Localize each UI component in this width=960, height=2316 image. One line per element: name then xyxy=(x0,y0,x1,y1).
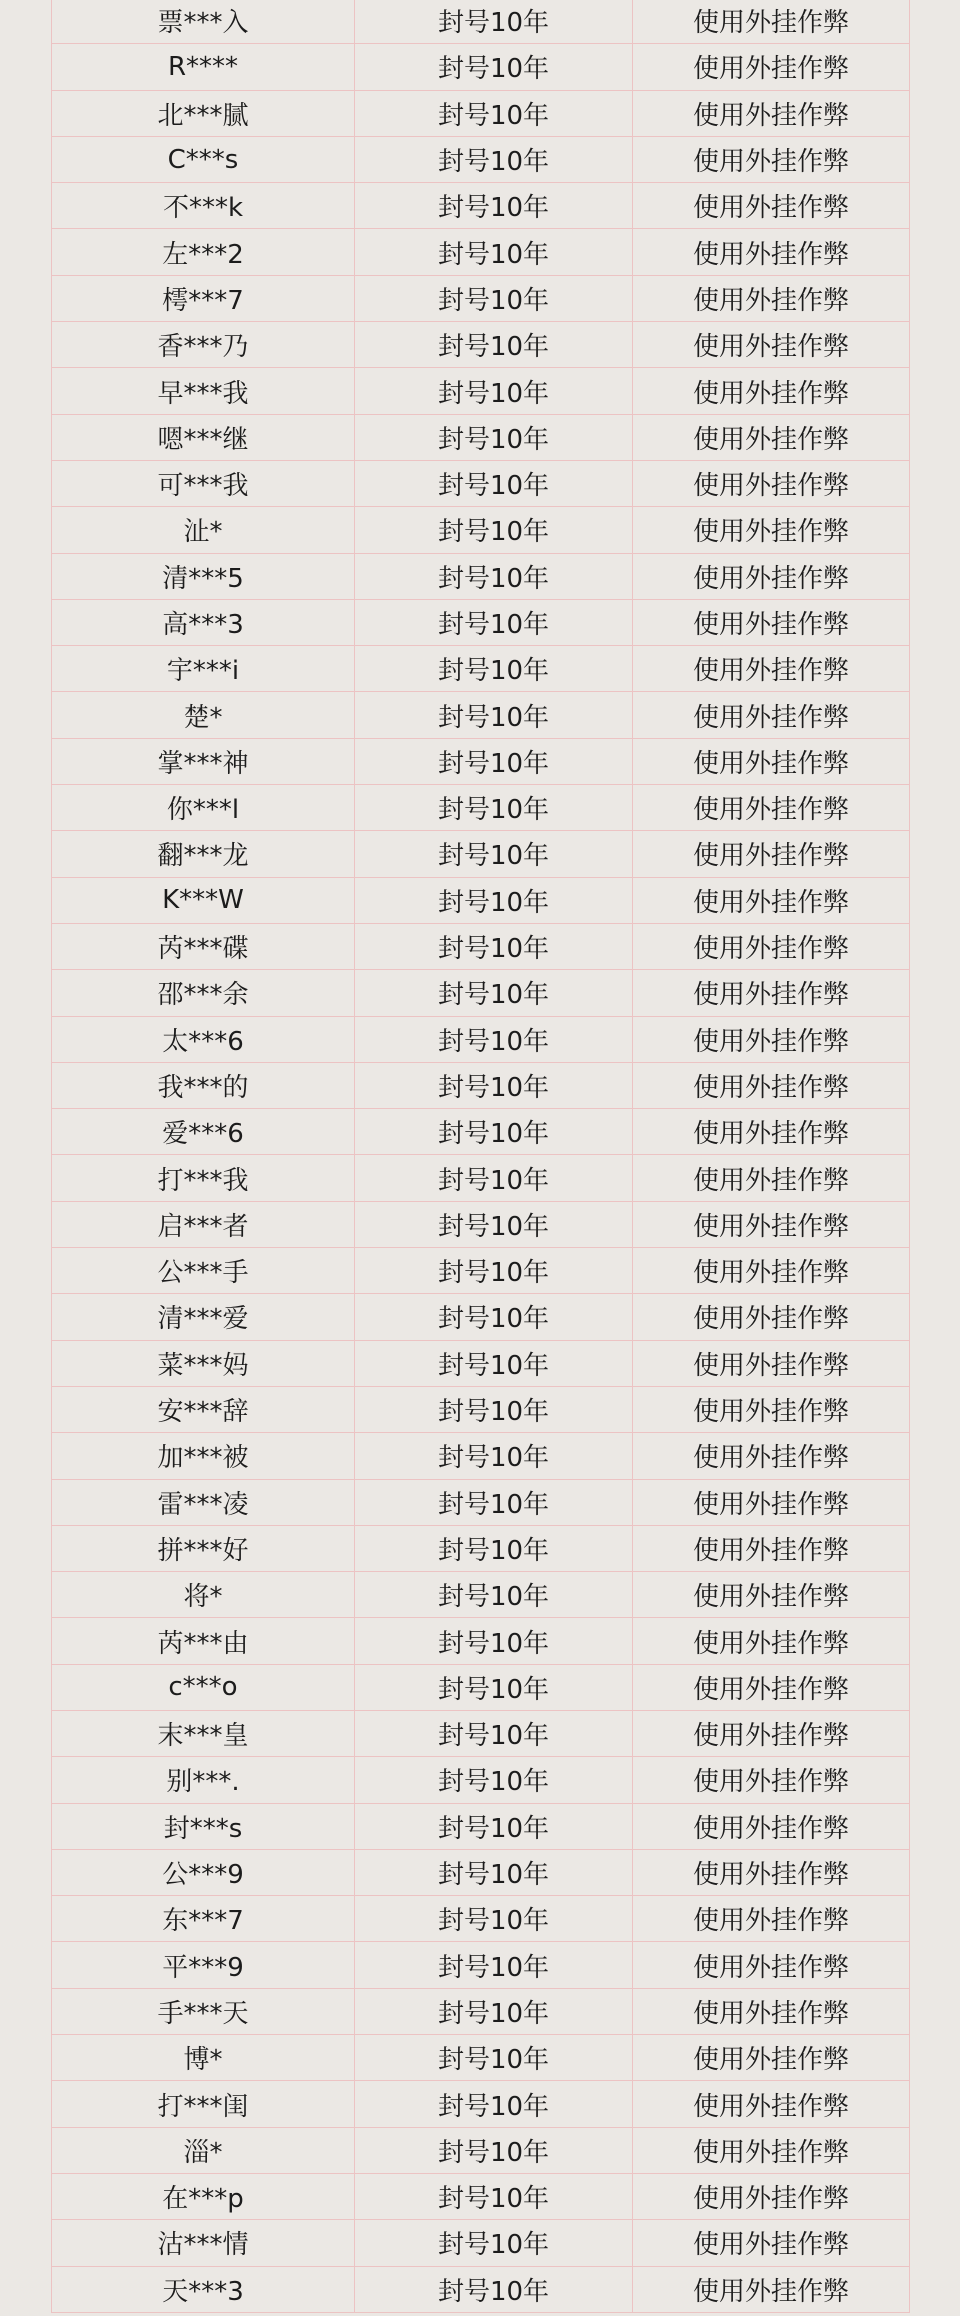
table-row xyxy=(52,2035,910,2081)
penalty-cell: 封号10年 xyxy=(355,1896,633,1942)
player-name-cell: 票***入 xyxy=(52,0,355,44)
penalty-cell: 封号10年 xyxy=(355,2173,633,2219)
table-row xyxy=(52,1803,910,1849)
penalty-cell: 封号10年 xyxy=(355,1988,633,2034)
player-name-cell: 不***k xyxy=(52,183,355,229)
penalty-cell: 封号10年 xyxy=(355,1248,633,1294)
player-name-cell: 清***5 xyxy=(52,553,355,599)
reason-cell: 使用外挂作弊 xyxy=(633,877,910,923)
table-row xyxy=(52,1201,910,1247)
reason-cell: 使用外挂作弊 xyxy=(633,1942,910,1988)
player-name-cell: 博* xyxy=(52,2035,355,2081)
table-row xyxy=(52,90,910,136)
table-row xyxy=(52,1340,910,1386)
table-row xyxy=(52,646,910,692)
player-name-cell: 末***皇 xyxy=(52,1710,355,1756)
player-name-cell: 宇***i xyxy=(52,646,355,692)
player-name-cell: 公***9 xyxy=(52,1849,355,1895)
table-row xyxy=(52,1710,910,1756)
table-row xyxy=(52,877,910,923)
table-row xyxy=(52,1988,910,2034)
reason-cell: 使用外挂作弊 xyxy=(633,229,910,275)
reason-cell: 使用外挂作弊 xyxy=(633,692,910,738)
reason-cell: 使用外挂作弊 xyxy=(633,2220,910,2266)
penalty-cell: 封号10年 xyxy=(355,2266,633,2312)
table-row xyxy=(52,2266,910,2312)
player-name-cell: 左***2 xyxy=(52,229,355,275)
table-row xyxy=(52,1618,910,1664)
reason-cell: 使用外挂作弊 xyxy=(633,0,910,44)
reason-cell: 使用外挂作弊 xyxy=(633,460,910,506)
reason-cell: 使用外挂作弊 xyxy=(633,1155,910,1201)
reason-cell: 使用外挂作弊 xyxy=(633,2266,910,2312)
penalty-cell: 封号10年 xyxy=(355,2220,633,2266)
player-name-cell: 高***3 xyxy=(52,599,355,645)
reason-cell: 使用外挂作弊 xyxy=(633,1433,910,1479)
player-name-cell: c***o xyxy=(52,1664,355,1710)
reason-cell: 使用外挂作弊 xyxy=(633,1664,910,1710)
reason-cell: 使用外挂作弊 xyxy=(633,2173,910,2219)
table-row xyxy=(52,275,910,321)
penalty-cell: 封号10年 xyxy=(355,1386,633,1432)
reason-cell: 使用外挂作弊 xyxy=(633,44,910,90)
penalty-cell: 封号10年 xyxy=(355,1710,633,1756)
penalty-cell: 封号10年 xyxy=(355,275,633,321)
table-row xyxy=(52,1525,910,1571)
penalty-cell: 封号10年 xyxy=(355,322,633,368)
player-name-cell: 北***腻 xyxy=(52,90,355,136)
table-row xyxy=(52,553,910,599)
table-row xyxy=(52,322,910,368)
penalty-cell: 封号10年 xyxy=(355,507,633,553)
table-row xyxy=(52,229,910,275)
reason-cell: 使用外挂作弊 xyxy=(633,1248,910,1294)
player-name-cell: 打***我 xyxy=(52,1155,355,1201)
reason-cell: 使用外挂作弊 xyxy=(633,599,910,645)
penalty-cell: 封号10年 xyxy=(355,553,633,599)
penalty-cell: 封号10年 xyxy=(355,1155,633,1201)
table-row xyxy=(52,1479,910,1525)
penalty-cell: 封号10年 xyxy=(355,1618,633,1664)
ban-list-body xyxy=(52,0,910,2312)
penalty-cell: 封号10年 xyxy=(355,923,633,969)
player-name-cell: 清***爱 xyxy=(52,1294,355,1340)
table-row xyxy=(52,2173,910,2219)
reason-cell: 使用外挂作弊 xyxy=(633,1386,910,1432)
reason-cell: 使用外挂作弊 xyxy=(633,1803,910,1849)
player-name-cell: 平***9 xyxy=(52,1942,355,1988)
player-name-cell: 沚* xyxy=(52,507,355,553)
reason-cell: 使用外挂作弊 xyxy=(633,1201,910,1247)
table-row xyxy=(52,1942,910,1988)
table-row xyxy=(52,970,910,1016)
reason-cell: 使用外挂作弊 xyxy=(633,90,910,136)
player-name-cell: 沽***情 xyxy=(52,2220,355,2266)
table-row xyxy=(52,136,910,182)
reason-cell: 使用外挂作弊 xyxy=(633,414,910,460)
penalty-cell: 封号10年 xyxy=(355,692,633,738)
reason-cell: 使用外挂作弊 xyxy=(633,1109,910,1155)
table-row xyxy=(52,368,910,414)
table-row xyxy=(52,460,910,506)
table-row xyxy=(52,1572,910,1618)
player-name-cell: 芮***碟 xyxy=(52,923,355,969)
table-row xyxy=(52,1386,910,1432)
player-name-cell: 加***被 xyxy=(52,1433,355,1479)
table-row xyxy=(52,183,910,229)
penalty-cell: 封号10年 xyxy=(355,136,633,182)
player-name-cell: 你***l xyxy=(52,785,355,831)
table-row xyxy=(52,1062,910,1108)
penalty-cell: 封号10年 xyxy=(355,44,633,90)
reason-cell: 使用外挂作弊 xyxy=(633,923,910,969)
reason-cell: 使用外挂作弊 xyxy=(633,368,910,414)
penalty-cell: 封号10年 xyxy=(355,460,633,506)
reason-cell: 使用外挂作弊 xyxy=(633,970,910,1016)
player-name-cell: 将* xyxy=(52,1572,355,1618)
table-row xyxy=(52,1294,910,1340)
reason-cell: 使用外挂作弊 xyxy=(633,2127,910,2173)
reason-cell: 使用外挂作弊 xyxy=(633,1525,910,1571)
table-row xyxy=(52,1016,910,1062)
table-row xyxy=(52,2081,910,2127)
player-name-cell: 邵***余 xyxy=(52,970,355,1016)
table-row xyxy=(52,1155,910,1201)
player-name-cell: 芮***由 xyxy=(52,1618,355,1664)
player-name-cell: 安***辞 xyxy=(52,1386,355,1432)
player-name-cell: R**** xyxy=(52,44,355,90)
table-row xyxy=(52,785,910,831)
table-row xyxy=(52,507,910,553)
penalty-cell: 封号10年 xyxy=(355,229,633,275)
penalty-cell: 封号10年 xyxy=(355,646,633,692)
player-name-cell: 樗***7 xyxy=(52,275,355,321)
player-name-cell: 早***我 xyxy=(52,368,355,414)
reason-cell: 使用外挂作弊 xyxy=(633,2035,910,2081)
penalty-cell: 封号10年 xyxy=(355,1201,633,1247)
penalty-cell: 封号10年 xyxy=(355,1433,633,1479)
reason-cell: 使用外挂作弊 xyxy=(633,1849,910,1895)
player-name-cell: 拼***好 xyxy=(52,1525,355,1571)
penalty-cell: 封号10年 xyxy=(355,877,633,923)
penalty-cell: 封号10年 xyxy=(355,414,633,460)
reason-cell: 使用外挂作弊 xyxy=(633,1757,910,1803)
penalty-cell: 封号10年 xyxy=(355,2081,633,2127)
penalty-cell: 封号10年 xyxy=(355,1942,633,1988)
table-row xyxy=(52,44,910,90)
penalty-cell: 封号10年 xyxy=(355,1849,633,1895)
player-name-cell: 东***7 xyxy=(52,1896,355,1942)
reason-cell: 使用外挂作弊 xyxy=(633,1016,910,1062)
reason-cell: 使用外挂作弊 xyxy=(633,2081,910,2127)
reason-cell: 使用外挂作弊 xyxy=(633,738,910,784)
player-name-cell: 封***s xyxy=(52,1803,355,1849)
ban-list-table xyxy=(51,0,910,2313)
penalty-cell: 封号10年 xyxy=(355,1803,633,1849)
player-name-cell: 我***的 xyxy=(52,1062,355,1108)
player-name-cell: K***W xyxy=(52,877,355,923)
table-row xyxy=(52,1849,910,1895)
player-name-cell: 掌***神 xyxy=(52,738,355,784)
table-row xyxy=(52,1433,910,1479)
penalty-cell: 封号10年 xyxy=(355,368,633,414)
penalty-cell: 封号10年 xyxy=(355,785,633,831)
reason-cell: 使用外挂作弊 xyxy=(633,1618,910,1664)
penalty-cell: 封号10年 xyxy=(355,1340,633,1386)
reason-cell: 使用外挂作弊 xyxy=(633,1988,910,2034)
reason-cell: 使用外挂作弊 xyxy=(633,553,910,599)
reason-cell: 使用外挂作弊 xyxy=(633,1340,910,1386)
penalty-cell: 封号10年 xyxy=(355,1525,633,1571)
reason-cell: 使用外挂作弊 xyxy=(633,831,910,877)
penalty-cell: 封号10年 xyxy=(355,0,633,44)
player-name-cell: 手***天 xyxy=(52,1988,355,2034)
reason-cell: 使用外挂作弊 xyxy=(633,183,910,229)
reason-cell: 使用外挂作弊 xyxy=(633,507,910,553)
table-row xyxy=(52,414,910,460)
player-name-cell: 雷***凌 xyxy=(52,1479,355,1525)
penalty-cell: 封号10年 xyxy=(355,1664,633,1710)
table-row xyxy=(52,738,910,784)
reason-cell: 使用外挂作弊 xyxy=(633,1479,910,1525)
reason-cell: 使用外挂作弊 xyxy=(633,136,910,182)
player-name-cell: 嗯***继 xyxy=(52,414,355,460)
player-name-cell: 可***我 xyxy=(52,460,355,506)
reason-cell: 使用外挂作弊 xyxy=(633,1062,910,1108)
reason-cell: 使用外挂作弊 xyxy=(633,1710,910,1756)
player-name-cell: 打***闺 xyxy=(52,2081,355,2127)
reason-cell: 使用外挂作弊 xyxy=(633,1896,910,1942)
player-name-cell: 菜***妈 xyxy=(52,1340,355,1386)
penalty-cell: 封号10年 xyxy=(355,738,633,784)
penalty-cell: 封号10年 xyxy=(355,2035,633,2081)
penalty-cell: 封号10年 xyxy=(355,1109,633,1155)
player-name-cell: 天***3 xyxy=(52,2266,355,2312)
penalty-cell: 封号10年 xyxy=(355,1757,633,1803)
reason-cell: 使用外挂作弊 xyxy=(633,275,910,321)
table-row xyxy=(52,1664,910,1710)
penalty-cell: 封号10年 xyxy=(355,831,633,877)
table-row xyxy=(52,1757,910,1803)
player-name-cell: 爱***6 xyxy=(52,1109,355,1155)
player-name-cell: 太***6 xyxy=(52,1016,355,1062)
player-name-cell: 别***. xyxy=(52,1757,355,1803)
table-row xyxy=(52,692,910,738)
penalty-cell: 封号10年 xyxy=(355,1016,633,1062)
reason-cell: 使用外挂作弊 xyxy=(633,785,910,831)
table-row xyxy=(52,0,910,44)
table-row xyxy=(52,831,910,877)
penalty-cell: 封号10年 xyxy=(355,970,633,1016)
player-name-cell: 淄* xyxy=(52,2127,355,2173)
player-name-cell: 公***手 xyxy=(52,1248,355,1294)
player-name-cell: 启***者 xyxy=(52,1201,355,1247)
table-row xyxy=(52,1896,910,1942)
player-name-cell: C***s xyxy=(52,136,355,182)
table-row xyxy=(52,599,910,645)
reason-cell: 使用外挂作弊 xyxy=(633,322,910,368)
reason-cell: 使用外挂作弊 xyxy=(633,1572,910,1618)
table-row xyxy=(52,1248,910,1294)
table-row xyxy=(52,1109,910,1155)
penalty-cell: 封号10年 xyxy=(355,90,633,136)
player-name-cell: 香***乃 xyxy=(52,322,355,368)
table-row xyxy=(52,923,910,969)
table-row xyxy=(52,2127,910,2173)
penalty-cell: 封号10年 xyxy=(355,1294,633,1340)
penalty-cell: 封号10年 xyxy=(355,2127,633,2173)
reason-cell: 使用外挂作弊 xyxy=(633,1294,910,1340)
penalty-cell: 封号10年 xyxy=(355,1479,633,1525)
player-name-cell: 翻***龙 xyxy=(52,831,355,877)
player-name-cell: 楚* xyxy=(52,692,355,738)
penalty-cell: 封号10年 xyxy=(355,599,633,645)
penalty-cell: 封号10年 xyxy=(355,1062,633,1108)
penalty-cell: 封号10年 xyxy=(355,183,633,229)
player-name-cell: 在***p xyxy=(52,2173,355,2219)
table-row xyxy=(52,2220,910,2266)
reason-cell: 使用外挂作弊 xyxy=(633,646,910,692)
penalty-cell: 封号10年 xyxy=(355,1572,633,1618)
